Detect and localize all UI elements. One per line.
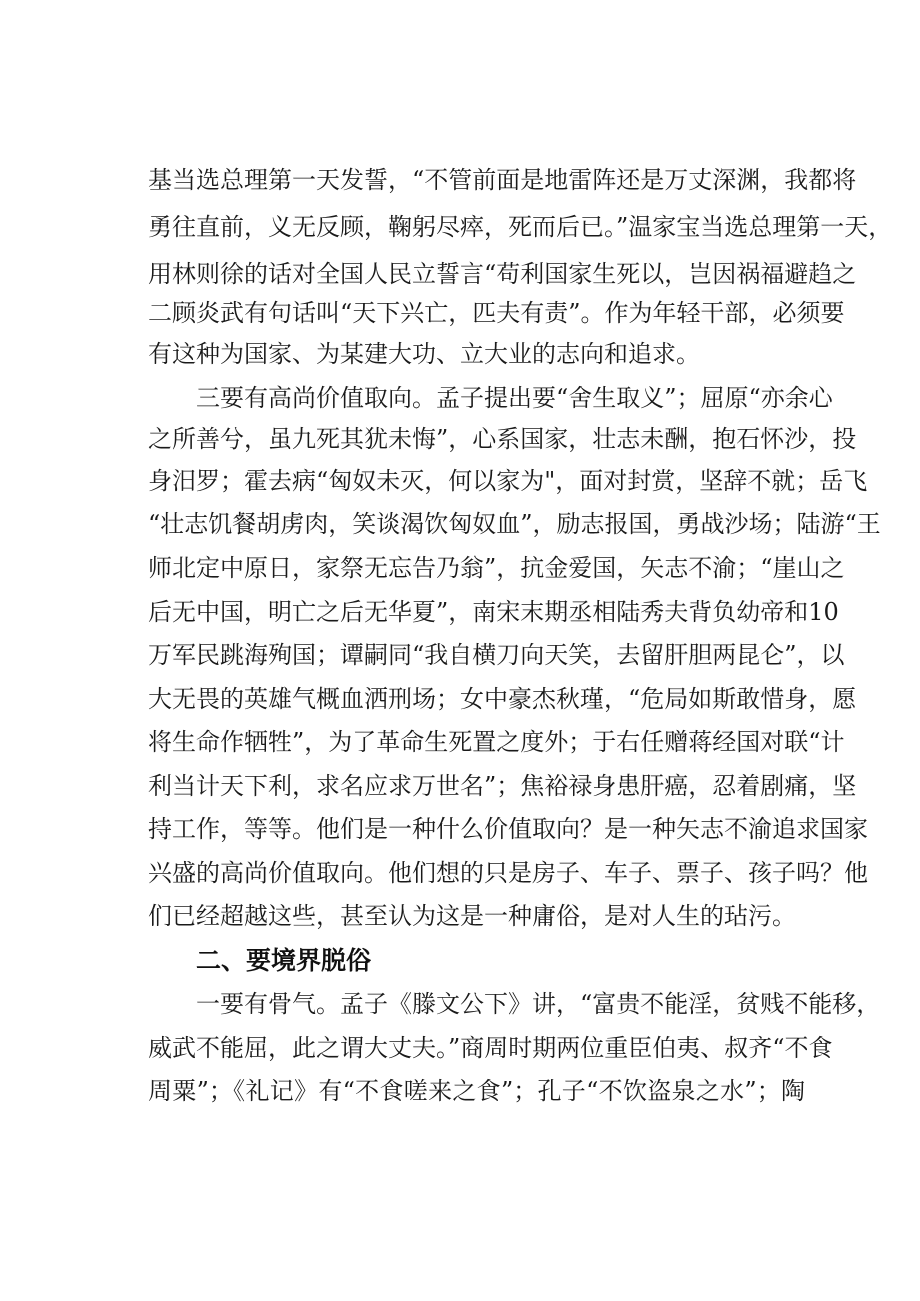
paragraph-2-line-9: 将生命作牺牲”，为了革命生死置之度外；于右任赠蒋经国对联“计: [148, 728, 845, 756]
paragraph-1-line-3: 用林则徐的话对全国人民立誓言“苟利国家生死以，岂因祸福避趋之: [148, 260, 857, 288]
paragraph-2-line-5: 师北定中原日，家祭无忘告乃翁”，抗金爱国，矢志不渝；“崖山之: [148, 554, 845, 582]
paragraph-2-line-12: 兴盛的高尚价值取向。他们想的只是房子、车子、票子、孩子吗？他: [148, 859, 868, 887]
paragraph-3-line-3: 周粟”；《礼记》有“不食嗟来之食”；孔子“不饮盗泉之水”；陶: [148, 1077, 805, 1105]
paragraph-1-line-5: 有这种为国家、为某建大功、立大业的志向和追求。: [148, 340, 700, 368]
paragraph-2-line-8: 大无畏的英雄气概血洒刑场；女中豪杰秋瑾，“危局如斯敢惜身，愿: [148, 685, 857, 713]
paragraph-1-line-2: 勇往直前，义无反顾，鞠躬尽瘁，死而后已。”温家宝当选总理第一天，: [148, 213, 893, 241]
paragraph-2-line-11: 持工作，等等。他们是一种什么价值取向？是一种矢志不渝追求国家: [148, 815, 868, 843]
paragraph-1-line-1: 基当选总理第一天发誓，“不管前面是地雷阵还是万丈深渊，我都将: [148, 166, 857, 194]
paragraph-2-line-2: 之所善兮，虽九死其犹未悔”，心系国家，壮志未酬，抱石怀沙，投: [148, 425, 857, 453]
section-heading: 二、要境界脱俗: [196, 946, 372, 975]
paragraph-1-line-4: 二顾炎武有句话叫“天下兴亡，匹夫有责”。作为年轻干部，必须要: [148, 299, 845, 327]
paragraph-2-line-10: 利当计天下利，求名应求万世名”；焦裕禄身患肝癌，忍着剧痛，坚: [148, 772, 857, 800]
paragraph-2-line-6: 后无中国，明亡之后无华夏”，南宋末期丞相陆秀夫背负幼帝和10: [148, 598, 839, 626]
paragraph-3-line-2: 威武不能屈，此之谓大丈夫。”商周时期两位重臣伯夷、叔齐“不食: [148, 1034, 833, 1062]
paragraph-3-line-1: 一要有骨气。孟子《滕文公下》讲，“富贵不能淫，贫贱不能移，: [196, 990, 881, 1018]
paragraph-2-line-7: 万军民跳海殉国；谭嗣同“我自横刀向天笑，去留肝胆两昆仑”，以: [148, 641, 845, 669]
paragraph-2-line-3: 身汨罗；霍去病“匈奴未灭，何以家为"，面对封赏，坚辞不就；岳飞: [148, 467, 868, 495]
paragraph-2-line-1: 三要有高尚价值取向。孟子提出要“舍生取义”；屈原“亦余心: [196, 384, 833, 412]
paragraph-2-line-13: 们已经超越这些，甚至认为这是一种庸俗，是对人生的玷污。: [148, 902, 796, 930]
paragraph-2-line-4: “壮志饥餐胡虏肉，笑谈渴饮匈奴血”，励志报国，勇战沙场；陆游“王: [148, 510, 881, 538]
